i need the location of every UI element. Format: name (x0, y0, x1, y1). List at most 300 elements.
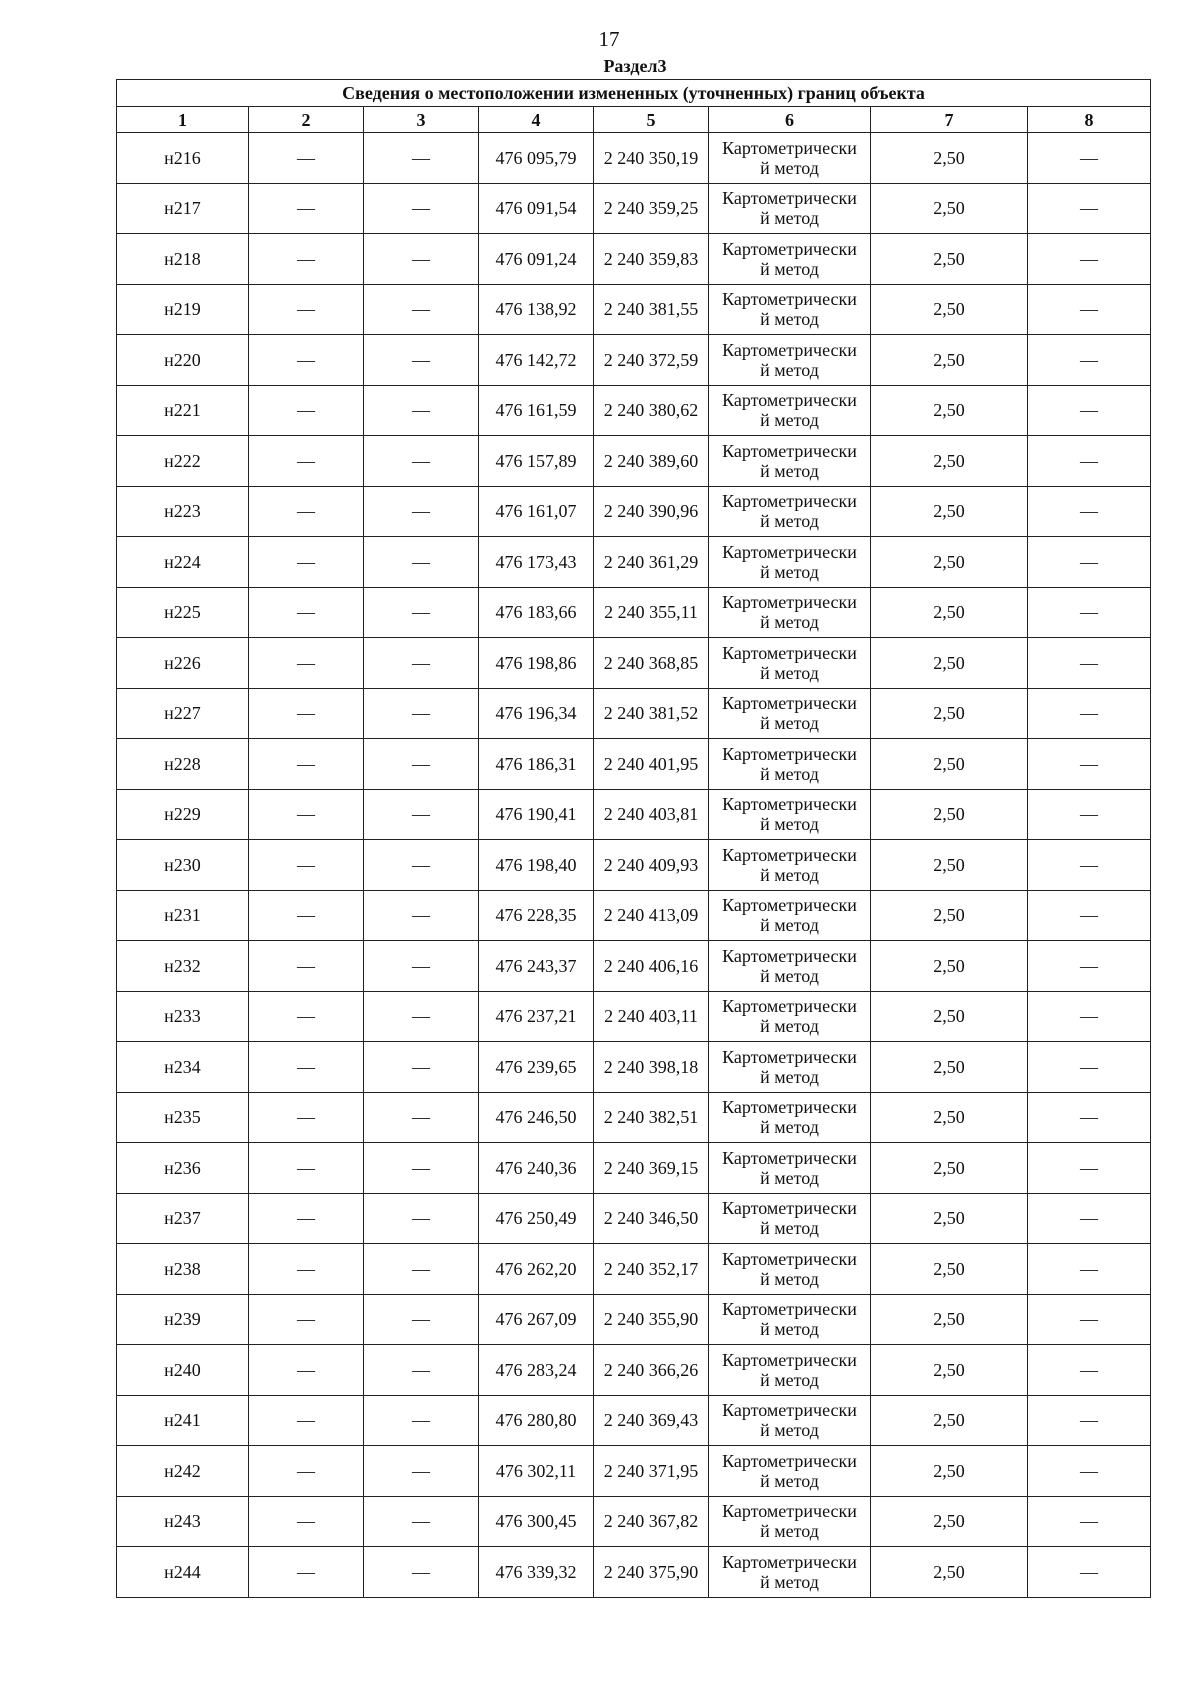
method (709, 133, 871, 184)
method-line-2: й метод (760, 1016, 819, 1037)
method (709, 991, 871, 1042)
method-line-2: й метод (760, 612, 819, 633)
point-name: н216 (117, 133, 249, 184)
table-row (117, 638, 1151, 689)
method (709, 890, 871, 941)
x-coordinate: 476 091,54 (479, 183, 594, 234)
method-line-2: й метод (760, 309, 819, 330)
y-coordinate: 2 240 359,83 (594, 234, 709, 285)
column-3-value: — (364, 1244, 479, 1295)
method-line-2: й метод (760, 763, 819, 784)
x-coordinate: 476 198,86 (479, 638, 594, 689)
method-line-1: Картометрически (722, 137, 857, 158)
method-line-1: Картометрически (722, 1147, 857, 1168)
table-row (117, 385, 1151, 436)
method-line-2: й метод (760, 258, 819, 279)
table-row (117, 789, 1151, 840)
column-2-value: — (249, 1244, 364, 1295)
table-row (117, 436, 1151, 487)
y-coordinate: 2 240 368,85 (594, 638, 709, 689)
y-coordinate: 2 240 355,11 (594, 587, 709, 638)
method (709, 234, 871, 285)
column-8-value: — (1028, 638, 1151, 689)
method-line-2: й метод (760, 359, 819, 380)
table-row (117, 1345, 1151, 1396)
accuracy-value: 2,50 (871, 1042, 1028, 1093)
column-2-value: — (249, 941, 364, 992)
column-2-value: — (249, 1193, 364, 1244)
point-name: н229 (117, 789, 249, 840)
column-number: 8 (1028, 107, 1151, 133)
column-3-value: — (364, 840, 479, 891)
method-line-1: Картометрически (722, 1501, 857, 1522)
accuracy-value: 2,50 (871, 486, 1028, 537)
y-coordinate: 2 240 372,59 (594, 335, 709, 386)
accuracy-value: 2,50 (871, 739, 1028, 790)
table-row (117, 688, 1151, 739)
column-2-value: — (249, 587, 364, 638)
accuracy-value: 2,50 (871, 133, 1028, 184)
method (709, 1547, 871, 1598)
point-name: н226 (117, 638, 249, 689)
method-line-2: й метод (760, 814, 819, 835)
table-row (117, 941, 1151, 992)
y-coordinate: 2 240 346,50 (594, 1193, 709, 1244)
method-line-2: й метод (760, 1066, 819, 1087)
y-coordinate: 2 240 401,95 (594, 739, 709, 790)
y-coordinate: 2 240 390,96 (594, 486, 709, 537)
method (709, 1244, 871, 1295)
column-8-value: — (1028, 840, 1151, 891)
table-row (117, 1446, 1151, 1497)
column-2-value: — (249, 991, 364, 1042)
column-2-value: — (249, 1143, 364, 1194)
y-coordinate: 2 240 375,90 (594, 1547, 709, 1598)
column-2-value: — (249, 335, 364, 386)
table-row (117, 1395, 1151, 1446)
boundary-coordinates-table (116, 79, 1151, 1598)
method-line-1: Картометрически (722, 1046, 857, 1067)
method-line-2: й метод (760, 157, 819, 178)
column-3-value: — (364, 537, 479, 588)
method (709, 486, 871, 537)
table-row (117, 1143, 1151, 1194)
method-line-1: Картометрически (722, 390, 857, 411)
table-row (117, 1193, 1151, 1244)
accuracy-value: 2,50 (871, 789, 1028, 840)
column-8-value: — (1028, 1395, 1151, 1446)
column-2-value: — (249, 890, 364, 941)
column-2-value: — (249, 1042, 364, 1093)
y-coordinate: 2 240 403,11 (594, 991, 709, 1042)
accuracy-value: 2,50 (871, 1092, 1028, 1143)
accuracy-value: 2,50 (871, 1244, 1028, 1295)
point-name: н241 (117, 1395, 249, 1446)
column-2-value: — (249, 1294, 364, 1345)
y-coordinate: 2 240 406,16 (594, 941, 709, 992)
column-8-value: — (1028, 486, 1151, 537)
table-row (117, 1294, 1151, 1345)
accuracy-value: 2,50 (871, 991, 1028, 1042)
method-line-2: й метод (760, 1268, 819, 1289)
column-2-value: — (249, 537, 364, 588)
point-name: н242 (117, 1446, 249, 1497)
method-line-1: Картометрически (722, 491, 857, 512)
y-coordinate: 2 240 381,52 (594, 688, 709, 739)
column-2-value: — (249, 284, 364, 335)
accuracy-value: 2,50 (871, 335, 1028, 386)
method-line-1: Картометрически (722, 1097, 857, 1118)
point-name: н244 (117, 1547, 249, 1598)
method-line-2: й метод (760, 1319, 819, 1340)
column-2-value: — (249, 1092, 364, 1143)
point-name: н235 (117, 1092, 249, 1143)
method-line-2: й метод (760, 1470, 819, 1491)
table-row (117, 1092, 1151, 1143)
accuracy-value: 2,50 (871, 537, 1028, 588)
method-line-1: Картометрически (722, 1551, 857, 1572)
table-row (117, 537, 1151, 588)
y-coordinate: 2 240 369,43 (594, 1395, 709, 1446)
x-coordinate: 476 228,35 (479, 890, 594, 941)
column-2-value: — (249, 385, 364, 436)
method (709, 1395, 871, 1446)
accuracy-value: 2,50 (871, 1143, 1028, 1194)
x-coordinate: 476 095,79 (479, 133, 594, 184)
accuracy-value: 2,50 (871, 890, 1028, 941)
column-3-value: — (364, 688, 479, 739)
method-line-1: Картометрически (722, 1248, 857, 1269)
x-coordinate: 476 237,21 (479, 991, 594, 1042)
method (709, 436, 871, 487)
accuracy-value: 2,50 (871, 284, 1028, 335)
column-8-value: — (1028, 1547, 1151, 1598)
method-line-1: Картометрически (722, 541, 857, 562)
point-name: н227 (117, 688, 249, 739)
column-3-value: — (364, 436, 479, 487)
column-8-value: — (1028, 941, 1151, 992)
method (709, 739, 871, 790)
x-coordinate: 476 246,50 (479, 1092, 594, 1143)
method-line-1: Картометрически (722, 1450, 857, 1471)
x-coordinate: 476 196,34 (479, 688, 594, 739)
y-coordinate: 2 240 389,60 (594, 436, 709, 487)
column-3-value: — (364, 638, 479, 689)
accuracy-value: 2,50 (871, 234, 1028, 285)
column-8-value: — (1028, 1143, 1151, 1194)
column-2-value: — (249, 638, 364, 689)
method (709, 1294, 871, 1345)
table-row (117, 1496, 1151, 1547)
column-2-value: — (249, 436, 364, 487)
column-3-value: — (364, 1547, 479, 1598)
point-name: н230 (117, 840, 249, 891)
column-8-value: — (1028, 537, 1151, 588)
column-3-value: — (364, 1092, 479, 1143)
column-8-value: — (1028, 1092, 1151, 1143)
column-3-value: — (364, 789, 479, 840)
column-8-value: — (1028, 234, 1151, 285)
column-3-value: — (364, 1446, 479, 1497)
y-coordinate: 2 240 413,09 (594, 890, 709, 941)
section-title: Раздел3 (603, 56, 667, 76)
y-coordinate: 2 240 371,95 (594, 1446, 709, 1497)
method-line-2: й метод (760, 561, 819, 582)
table-row (117, 1244, 1151, 1295)
accuracy-value: 2,50 (871, 1547, 1028, 1598)
column-3-value: — (364, 335, 479, 386)
column-3-value: — (364, 1193, 479, 1244)
table-row (117, 335, 1151, 386)
column-8-value: — (1028, 1042, 1151, 1093)
x-coordinate: 476 243,37 (479, 941, 594, 992)
method-line-2: й метод (760, 1369, 819, 1390)
column-numbers-row (117, 107, 1151, 133)
method-line-1: Картометрически (722, 743, 857, 764)
column-8-value: — (1028, 587, 1151, 638)
method-line-2: й метод (760, 511, 819, 532)
method (709, 1193, 871, 1244)
accuracy-value: 2,50 (871, 183, 1028, 234)
accuracy-value: 2,50 (871, 1193, 1028, 1244)
accuracy-value: 2,50 (871, 688, 1028, 739)
table-row (117, 133, 1151, 184)
column-3-value: — (364, 133, 479, 184)
column-3-value: — (364, 941, 479, 992)
method-line-1: Картометрически (722, 642, 857, 663)
table-row (117, 840, 1151, 891)
column-8-value: — (1028, 1345, 1151, 1396)
column-2-value: — (249, 1446, 364, 1497)
column-number: 1 (117, 107, 249, 133)
column-number: 5 (594, 107, 709, 133)
column-2-value: — (249, 234, 364, 285)
column-8-value: — (1028, 890, 1151, 941)
table-body (117, 133, 1151, 1598)
point-name: н218 (117, 234, 249, 285)
method (709, 1042, 871, 1093)
column-number: 7 (871, 107, 1028, 133)
column-3-value: — (364, 1294, 479, 1345)
y-coordinate: 2 240 359,25 (594, 183, 709, 234)
x-coordinate: 476 267,09 (479, 1294, 594, 1345)
x-coordinate: 476 262,20 (479, 1244, 594, 1295)
method-line-2: й метод (760, 410, 819, 431)
point-name: н237 (117, 1193, 249, 1244)
column-8-value: — (1028, 739, 1151, 790)
point-name: н223 (117, 486, 249, 537)
method-line-1: Картометрически (722, 1198, 857, 1219)
method-line-1: Картометрически (722, 844, 857, 865)
column-3-value: — (364, 1345, 479, 1396)
method-line-2: й метод (760, 915, 819, 936)
table-row (117, 234, 1151, 285)
column-3-value: — (364, 991, 479, 1042)
column-8-value: — (1028, 1446, 1151, 1497)
column-3-value: — (364, 739, 479, 790)
point-name: н228 (117, 739, 249, 790)
x-coordinate: 476 091,24 (479, 234, 594, 285)
method-line-1: Картометрически (722, 794, 857, 815)
method-line-1: Картометрически (722, 188, 857, 209)
column-2-value: — (249, 1395, 364, 1446)
y-coordinate: 2 240 361,29 (594, 537, 709, 588)
y-coordinate: 2 240 350,19 (594, 133, 709, 184)
column-2-value: — (249, 183, 364, 234)
method-line-1: Картометрически (722, 1349, 857, 1370)
column-8-value: — (1028, 385, 1151, 436)
x-coordinate: 476 186,31 (479, 739, 594, 790)
x-coordinate: 476 161,07 (479, 486, 594, 537)
accuracy-value: 2,50 (871, 1294, 1028, 1345)
method-line-2: й метод (760, 1218, 819, 1239)
point-name: н243 (117, 1496, 249, 1547)
y-coordinate: 2 240 352,17 (594, 1244, 709, 1295)
column-3-value: — (364, 486, 479, 537)
column-3-value: — (364, 234, 479, 285)
point-name: н225 (117, 587, 249, 638)
table-row (117, 991, 1151, 1042)
table-caption: Сведения о местоположении измененных (уточненных) границ объекта (117, 80, 1151, 107)
column-3-value: — (364, 1042, 479, 1093)
point-name: н233 (117, 991, 249, 1042)
x-coordinate: 476 239,65 (479, 1042, 594, 1093)
column-2-value: — (249, 1547, 364, 1598)
y-coordinate: 2 240 367,82 (594, 1496, 709, 1547)
method-line-2: й метод (760, 460, 819, 481)
column-8-value: — (1028, 284, 1151, 335)
accuracy-value: 2,50 (871, 1345, 1028, 1396)
method (709, 1446, 871, 1497)
page-number: 17 (598, 27, 620, 51)
method (709, 1345, 871, 1396)
method (709, 385, 871, 436)
column-2-value: — (249, 840, 364, 891)
point-name: н220 (117, 335, 249, 386)
column-8-value: — (1028, 789, 1151, 840)
accuracy-value: 2,50 (871, 436, 1028, 487)
accuracy-value: 2,50 (871, 587, 1028, 638)
table-row (117, 1042, 1151, 1093)
method-line-2: й метод (760, 1571, 819, 1592)
method-line-2: й метод (760, 662, 819, 683)
table-row (117, 587, 1151, 638)
column-8-value: — (1028, 335, 1151, 386)
x-coordinate: 476 190,41 (479, 789, 594, 840)
x-coordinate: 476 173,43 (479, 537, 594, 588)
method (709, 688, 871, 739)
x-coordinate: 476 250,49 (479, 1193, 594, 1244)
table-row (117, 739, 1151, 790)
column-2-value: — (249, 739, 364, 790)
method-line-1: Картометрически (722, 440, 857, 461)
table-caption-row (117, 80, 1151, 107)
column-3-value: — (364, 284, 479, 335)
column-3-value: — (364, 587, 479, 638)
column-8-value: — (1028, 436, 1151, 487)
accuracy-value: 2,50 (871, 1446, 1028, 1497)
method-line-1: Картометрически (722, 289, 857, 310)
x-coordinate: 476 198,40 (479, 840, 594, 891)
method-line-1: Картометрически (722, 945, 857, 966)
y-coordinate: 2 240 382,51 (594, 1092, 709, 1143)
method-line-2: й метод (760, 208, 819, 229)
method-line-1: Картометрически (722, 996, 857, 1017)
method-line-2: й метод (760, 1117, 819, 1138)
column-8-value: — (1028, 688, 1151, 739)
point-name: н221 (117, 385, 249, 436)
y-coordinate: 2 240 409,93 (594, 840, 709, 891)
column-number: 4 (479, 107, 594, 133)
column-3-value: — (364, 385, 479, 436)
point-name: н222 (117, 436, 249, 487)
point-name: н238 (117, 1244, 249, 1295)
point-name: н217 (117, 183, 249, 234)
y-coordinate: 2 240 355,90 (594, 1294, 709, 1345)
x-coordinate: 476 300,45 (479, 1496, 594, 1547)
method (709, 183, 871, 234)
accuracy-value: 2,50 (871, 840, 1028, 891)
method-line-1: Картометрически (722, 339, 857, 360)
column-3-value: — (364, 1395, 479, 1446)
method-line-2: й метод (760, 1420, 819, 1441)
table-row (117, 1547, 1151, 1598)
method (709, 537, 871, 588)
method (709, 941, 871, 992)
x-coordinate: 476 240,36 (479, 1143, 594, 1194)
table-row (117, 284, 1151, 335)
x-coordinate: 476 283,24 (479, 1345, 594, 1396)
point-name: н224 (117, 537, 249, 588)
method-line-2: й метод (760, 1521, 819, 1542)
column-8-value: — (1028, 991, 1151, 1042)
point-name: н231 (117, 890, 249, 941)
column-2-value: — (249, 1345, 364, 1396)
table-row (117, 890, 1151, 941)
method-line-1: Картометрически (722, 592, 857, 613)
accuracy-value: 2,50 (871, 941, 1028, 992)
y-coordinate: 2 240 381,55 (594, 284, 709, 335)
x-coordinate: 476 183,66 (479, 587, 594, 638)
column-number: 6 (709, 107, 871, 133)
method (709, 638, 871, 689)
x-coordinate: 476 339,32 (479, 1547, 594, 1598)
column-2-value: — (249, 1496, 364, 1547)
column-8-value: — (1028, 1193, 1151, 1244)
method (709, 1143, 871, 1194)
table-row (117, 183, 1151, 234)
x-coordinate: 476 161,59 (479, 385, 594, 436)
method (709, 840, 871, 891)
method (709, 1092, 871, 1143)
column-8-value: — (1028, 1294, 1151, 1345)
table-row (117, 486, 1151, 537)
method (709, 1496, 871, 1547)
point-name: н239 (117, 1294, 249, 1345)
point-name: н219 (117, 284, 249, 335)
y-coordinate: 2 240 380,62 (594, 385, 709, 436)
method-line-2: й метод (760, 1167, 819, 1188)
y-coordinate: 2 240 403,81 (594, 789, 709, 840)
method-line-1: Картометрически (722, 1400, 857, 1421)
accuracy-value: 2,50 (871, 385, 1028, 436)
column-8-value: — (1028, 1496, 1151, 1547)
column-8-value: — (1028, 183, 1151, 234)
column-3-value: — (364, 890, 479, 941)
point-name: н236 (117, 1143, 249, 1194)
column-number: 2 (249, 107, 364, 133)
x-coordinate: 476 138,92 (479, 284, 594, 335)
